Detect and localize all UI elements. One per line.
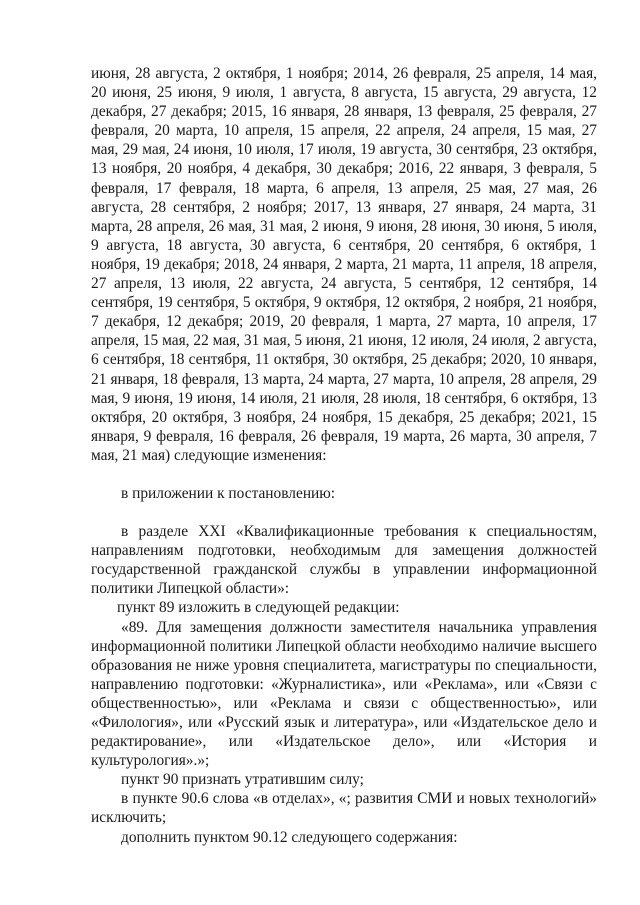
document-body [91, 64, 597, 847]
section-xxi-paragraph: в разделе XXI «Квалификационные требования к специальностям, направлениям подготовки, необходимым для замещения должностей государственной гражданской службы в управлении информационной политики Липецкой области»: [91, 523, 597, 598]
dates-paragraph: июня, 28 августа, 2 октября, 1 ноября; 2014, 26 февраля, 25 апреля, 14 мая, 20 июня, 25 июня, 9 июля, 1 августа, 8 августа, 15 августа, 29 августа, 12 декабря, 27 декабря; 2015, 16 января, 28 января, 13 февраля, 25 февраля, 27 февраля, 20 марта, 10 апреля, 15 апреля, 22 апреля, 24 апреля, 15 мая, 27 мая, 29 мая, 24 июня, 10 июля, 17 июля, 19 августа, 30 сентября, 23 октября, 13 ноября, 20 ноября, 4 декабря, 30 декабря; 2016, 22 января, 3 февраля, 5 февраля, 17 февраля, 18 марта, 6 апреля, 13 апреля, 25 мая, 27 мая, 26 августа, 28 сентября, 2 ноября; 2017, 13 января, 27 января, 24 марта, 31 марта, 28 апреля, 26 мая, 31 мая, 2 июня, 9 июня, 28 июня, 30 июня, 5 июля, 9 августа, 18 августа, 30 августа, 6 сентября, 20 сентября, 6 октября, 1 ноября, 19 декабря; 2018, 24 января, 2 марта, 21 марта, 11 апреля, 18 апреля, 27 апреля, 13 июля, 22 августа, 24 августа, 5 сентября, 12 сентября, 14 сентября, 19 сентября, 5 октября, 9 октября, 12 октября, 2 ноября, 21 ноября, 7 декабря, 12 декабря; 2019, 20 февраля, 1 марта, 27 марта, 10 апреля, 17 апреля, 15 мая, 22 мая, 31 мая, 5 июня, 21 июня, 12 июля, 24 июля, 2 августа, 6 сентября, 18 сентября, 11 октября, 30 октября, 25 декабря; 2020, 10 января, 21 января, 18 февраля, 13 марта, 24 марта, 27 марта, 10 апреля, 28 апреля, 29 мая, 9 июня, 19 июня, 14 июля, 21 июля, 28 июля, 18 сентября, 6 октября, 13 октября, 20 октября, 3 ноября, 24 ноября, 15 декабря, 25 декабря; 2021, 15 января, 9 февраля, 16 февраля, 26 февраля, 19 марта, 26 марта, 30 апреля, 7 мая, 21 мая) следующие изменения: [91, 65, 597, 464]
annex-line: в приложении к постановлению: [121, 484, 336, 502]
spacer [91, 465, 597, 484]
point-89-instruction: пункт 89 изложить в следующей редакции: [117, 599, 400, 617]
point-90-instruction: пункт 90 признать утратившим силу; [121, 771, 364, 789]
point-90-6-instruction: в пункте 90.6 слова «в отделах», «; развития СМИ и новых технологий» исключить; [91, 790, 597, 827]
spacer [91, 503, 597, 522]
point-89-text: «89. Для замещения должности заместителя начальника управления информационной политики Липецкой области необходимо наличие высшего образования не ниже уровня специалитета, магистратуры по специальности, направлению подготовки: «Журналистика», или «Реклама», или «Связи с общественностью», или «Реклама и связи с общественностью», или «Филология», или «Русский язык и литература», или «Издательское дело и редактирование», или «Издательское дело», или «История и культурология».»; [91, 618, 597, 770]
point-90-12-instruction: дополнить пунктом 90.12 следующего содержания: [121, 828, 458, 846]
